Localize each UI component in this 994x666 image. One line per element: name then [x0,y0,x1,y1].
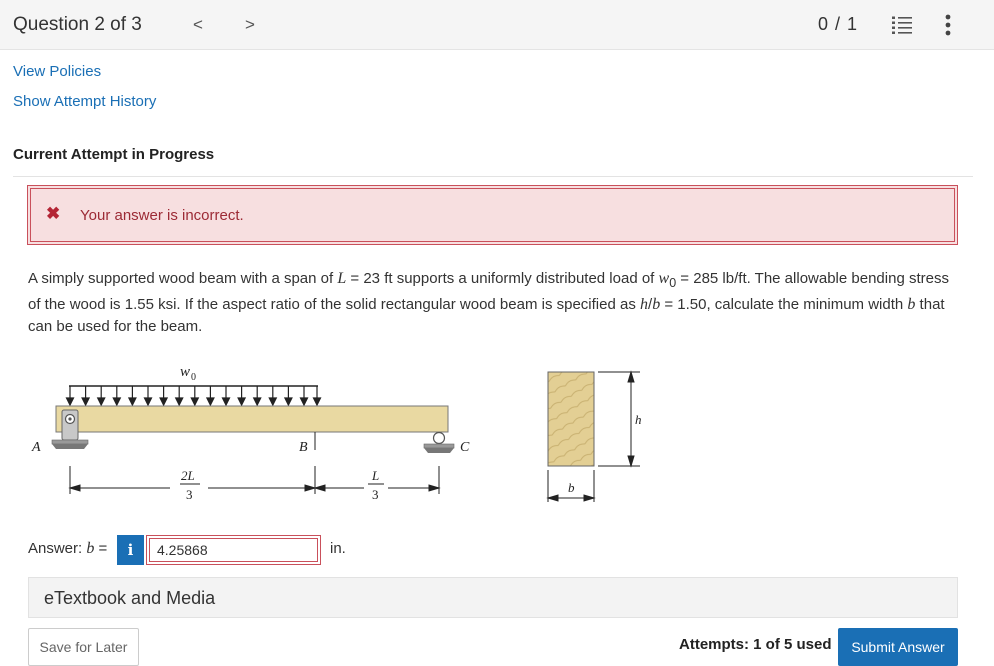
point-a-label: A [32,440,41,455]
symbol-h: h [640,296,649,313]
ratio-slash: / [648,296,653,313]
symbol-w: w [658,270,670,287]
symbol-w-subscript: 0 [669,276,677,290]
symbol-b-2: b [907,296,916,313]
answer-unit: in. [330,540,346,557]
view-policies-link[interactable]: View Policies [13,63,102,80]
problem-text-2: = 23 ft supports a uniformly distributed load of [346,270,659,287]
dim1-denominator: 3 [186,487,193,502]
beam-diagram [28,358,488,508]
point-b-label: B [299,440,308,455]
cross-section-diagram [540,366,650,506]
info-icon[interactable]: i [117,535,144,565]
problem-text-3: = 285 lb/ft. The allowable bending stress of the wood is 1.55 ksi. If the aspect ratio of the solid rectangular wood beam is specified as [28,270,949,313]
question-title: Question 2 of 3 [13,14,142,35]
divider [13,176,973,177]
top-bar [0,0,994,50]
dim1-numerator: 2L [181,468,195,483]
beam [56,406,448,432]
load-label-subscript: 0 [191,372,196,383]
show-attempt-history-link[interactable]: Show Attempt History [13,93,157,110]
question-list-icon[interactable] [891,15,913,35]
problem-text-5: that can be used for the beam. [28,296,945,335]
answer-label-suffix: = [94,540,108,557]
dim2-denominator: 3 [372,487,379,502]
load-arrows [67,386,321,405]
problem-text-1: A simply supported wood beam with a span of [28,270,338,287]
dimension-lines [70,466,439,494]
incorrect-alert [27,185,958,245]
attempts-counter: Attempts: 1 of 5 used [679,636,832,653]
problem-statement [28,268,958,338]
section-b-label: b [568,480,575,495]
answer-label [28,540,107,558]
symbol-b: b [652,296,661,313]
point-c-label: C [460,440,470,455]
previous-question-button[interactable]: < [193,15,203,34]
save-for-later-button[interactable]: Save for Later [28,628,139,666]
roller-support-c [424,433,454,454]
attempt-heading: Current Attempt in Progress [13,146,215,163]
alert-message: Your answer is incorrect. [80,207,244,224]
problem-text-4: = 1.50, calculate the minimum width [660,296,908,313]
etextbook-media-panel[interactable] [28,577,958,618]
symbol-L: L [337,270,347,287]
load-label: w [180,364,191,380]
section-h-label: h [635,412,642,427]
answer-input[interactable] [146,535,321,565]
wood-section [548,372,594,466]
dim2-numerator: L [372,468,380,483]
score-display: 0 / 1 [818,14,859,34]
error-x-icon: ✖ [46,204,61,223]
answer-variable: b [86,540,95,557]
submit-answer-button[interactable]: Submit Answer [838,628,958,666]
answer-label-prefix: Answer: [28,540,87,557]
next-question-button[interactable]: > [245,15,255,34]
etextbook-media-label: eTextbook and Media [44,588,216,608]
more-options-icon[interactable] [944,14,952,36]
